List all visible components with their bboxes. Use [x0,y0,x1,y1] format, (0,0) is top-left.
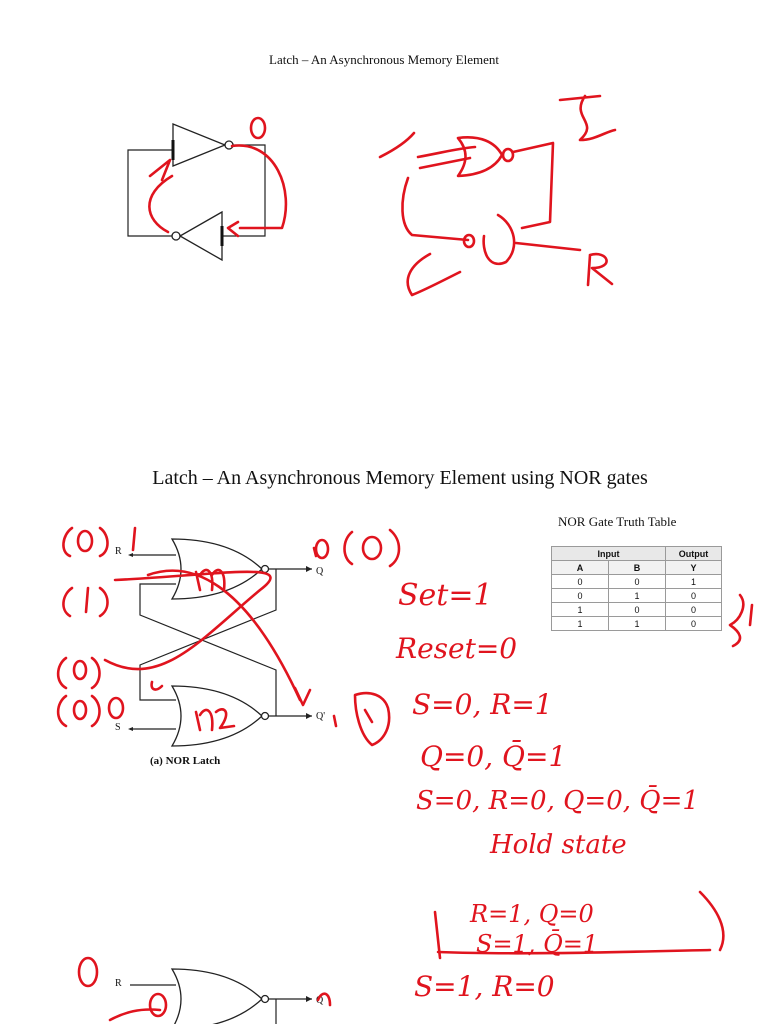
handwritten-hold-note: Hold state [490,830,627,860]
handwritten-case-1-result: Q=0, Q̄=1 [420,740,567,773]
handwritten-set-note: Set=1 [398,578,493,613]
table-cell: 1 [552,617,609,631]
table-cell: 0 [609,575,666,589]
circuit-caption: (a) NOR Latch [150,755,221,767]
input-s-label: S [115,722,121,733]
table-cell: 0 [666,603,722,617]
output-q-label: Q [316,566,324,577]
truth-table-title: NOR Gate Truth Table [558,514,677,529]
ink-slide1 [149,96,615,295]
table-cell: 1 [666,575,722,589]
column-header-y: Y [666,561,722,575]
handwritten-box-line-1: R=1, Q=0 [470,900,594,928]
handwritten-reset-note: Reset=0 [396,632,518,665]
handwritten-box-line-2: S=1, Q̄=1 [476,930,599,958]
table-cell: 0 [666,617,722,631]
table-cell: 0 [666,589,722,603]
table-cell: 0 [609,603,666,617]
output-group-header: Output [666,547,722,561]
slide1-title: Latch – An Asynchronous Memory Element [269,52,499,67]
table-cell: 1 [552,603,609,617]
table-cell: 0 [552,589,609,603]
ink-slide3 [79,892,723,1020]
output-qbar-label: Q' [316,711,326,722]
table-cell: 0 [552,575,609,589]
slide2-title: Latch – An Asynchronous Memory Element using NOR gates [152,467,648,489]
slide3-input-r-label: R [115,978,122,989]
table-cell: 1 [609,617,666,631]
column-header-b: B [609,561,666,575]
handwritten-case-2: S=0, R=0, Q=0, Q̄=1 [416,786,699,816]
handwritten-case-1: S=0, R=1 [412,688,553,721]
input-r-label: R [115,546,122,557]
table-cell: 1 [609,589,666,603]
column-header-a: A [552,561,609,575]
slide3-output-q-label: Q [316,995,324,1006]
handwritten-case-3: S=1, R=0 [414,970,555,1003]
input-group-header: Input [552,547,666,561]
